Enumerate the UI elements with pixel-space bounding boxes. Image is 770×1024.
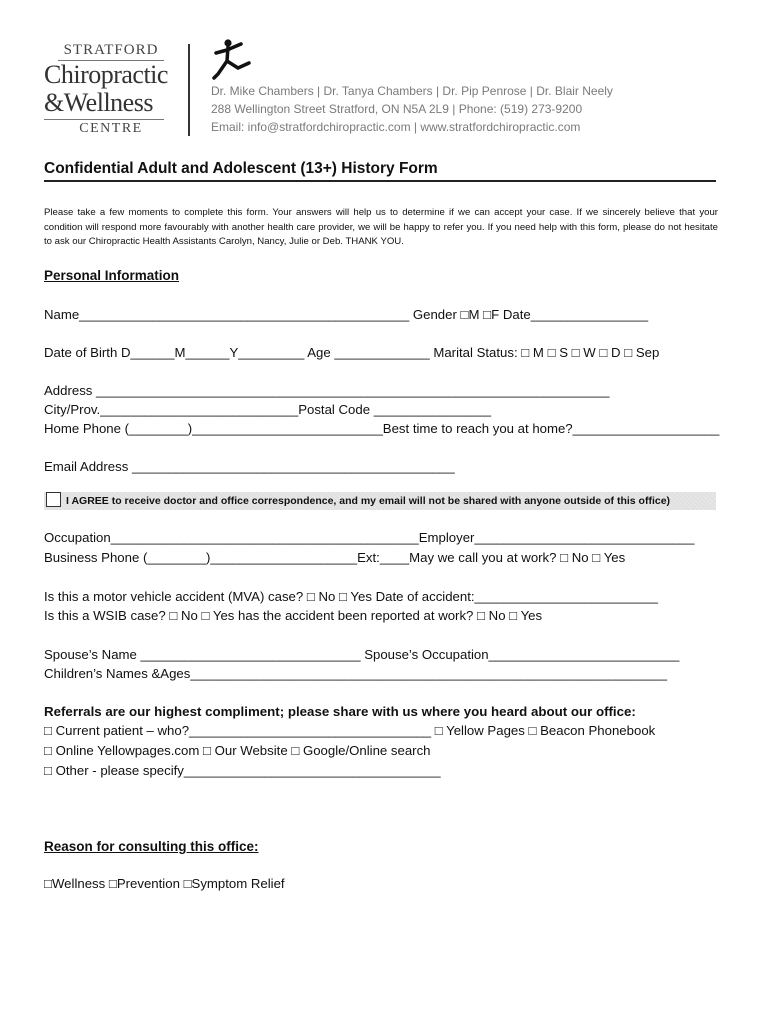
logo-centre: CENTRE xyxy=(79,121,143,136)
dob-age-marital-line[interactable]: Date of Birth D______M______Y_________ Age _____________ Marital Status: □ M □ S □ W □ D □ Sep xyxy=(44,345,660,360)
wsib-line[interactable]: Is this a WSIB case? □ No □ Yes has the accident been reported at work? □ No □ Yes xyxy=(44,608,543,623)
header-divider xyxy=(188,44,190,136)
spouse-line[interactable]: Spouse’s Name ______________________________ Spouse’s Occupation__________________________ xyxy=(44,647,680,662)
mva-line[interactable]: Is this a motor vehicle accident (MVA) case? □ No □ Yes Date of accident:_________________________ xyxy=(44,589,658,604)
city-postal-line[interactable]: City/Prov.___________________________Postal Code ________________ xyxy=(44,402,492,417)
agree-checkbox[interactable] xyxy=(46,492,61,507)
business-phone-line[interactable]: Business Phone (________)____________________Ext:____May we call you at work? □ No □ Yes xyxy=(44,550,626,565)
referral-line-2[interactable]: □ Online Yellowpages.com □ Our Website □ Google/Online search xyxy=(44,743,431,758)
clinic-email-web: Email: info@stratfordchiropractic.com | www.stratfordchiropractic.com xyxy=(211,120,581,134)
agree-text: I AGREE to receive doctor and office correspondence, and my email will not be shared with anyone outside of this office) xyxy=(66,495,671,507)
referrals-heading: Referrals are our highest compliment; please share with us where you heard about our office: xyxy=(44,704,636,719)
intro-paragraph: Please take a few moments to complete this form. Your answers will help us to determine if we can accept your case. If we sincerely believe that your condition will respond more favourably with another health care provider, we will be happy to refer you. If you need help with this form, please do not hesitate to ask our Chiropractic Health Assistants Carolyn, Nancy, Julie or Deb. THANK YOU. xyxy=(44,207,718,247)
address-line[interactable]: Address ______________________________________________________________________ xyxy=(44,383,610,398)
home-phone-line[interactable]: Home Phone (________)__________________________Best time to reach you at home?____________________ xyxy=(44,421,720,436)
stretching-figure-icon xyxy=(211,38,255,80)
reason-heading: Reason for consulting this office: xyxy=(44,839,259,854)
doctors-list: Dr. Mike Chambers | Dr. Tanya Chambers | Dr. Pip Penrose | Dr. Blair Neely xyxy=(211,84,613,98)
title-rule xyxy=(44,180,716,182)
logo-stratford: STRATFORD xyxy=(63,42,159,58)
personal-info-heading: Personal Information xyxy=(44,268,180,283)
logo-rule xyxy=(44,119,164,120)
name-gender-date-line[interactable]: Name_____________________________________________ Gender □M □F Date________________ xyxy=(44,307,649,322)
email-line[interactable]: Email Address ____________________________________________ xyxy=(44,459,455,474)
clinic-address: 288 Wellington Street Stratford, ON N5A 2L9 | Phone: (519) 273-9200 xyxy=(211,102,583,116)
children-line[interactable]: Children’s Names &Ages_________________________________________________________________ xyxy=(44,666,668,681)
logo-chiropractic: Chiropractic xyxy=(44,60,168,89)
logo-wellness: &Wellness xyxy=(44,88,153,117)
referral-line-3[interactable]: □ Other - please specify___________________________________ xyxy=(44,763,441,778)
referral-line-1[interactable]: □ Current patient – who?_________________________________ □ Yellow Pages □ Beacon Phonebook xyxy=(44,723,656,738)
reason-options[interactable]: □Wellness □Prevention □Symptom Relief xyxy=(44,876,285,891)
form-title: Confidential Adult and Adolescent (13+) History Form xyxy=(44,160,438,177)
occupation-employer-line[interactable]: Occupation__________________________________________Employer______________________________ xyxy=(44,530,695,545)
